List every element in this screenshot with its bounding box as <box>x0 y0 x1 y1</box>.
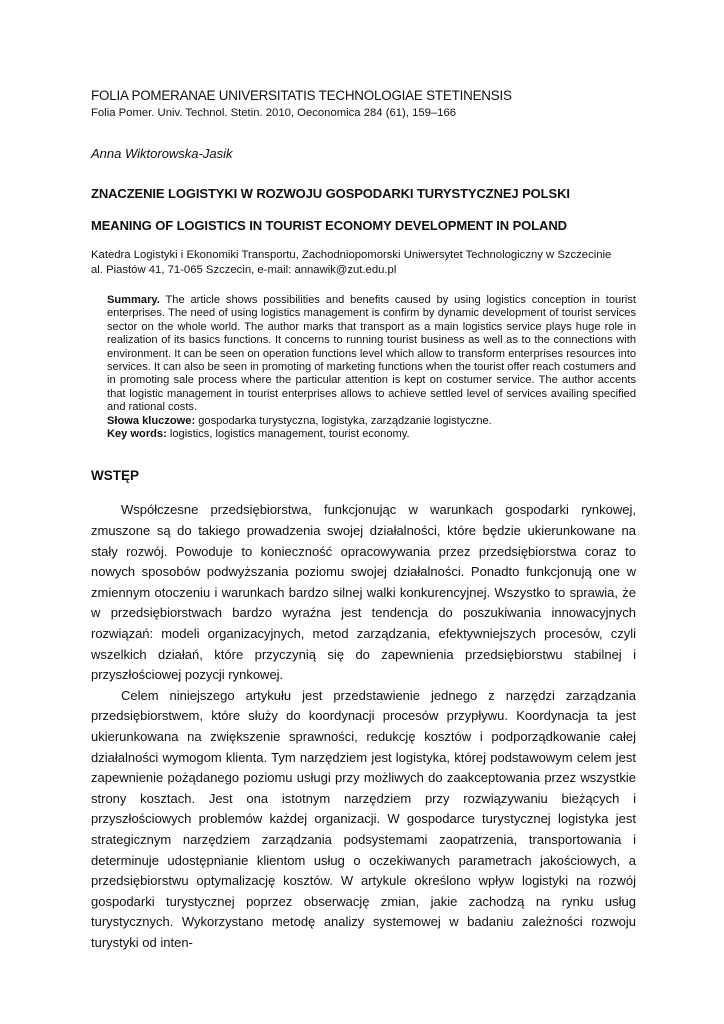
keywords-english <box>107 428 636 441</box>
affiliation-line-2: al. Piastów 41, 71-065 Szczecin, e-mail: annawik@zut.edu.pl <box>91 264 397 276</box>
keywords-english-label: Key words: <box>107 428 167 441</box>
affiliation-line-1: Katedra Logistyki i Ekonomiki Transportu, Zachodniopomorski Uniwersytet Technologiczny w Szczecinie <box>91 249 612 261</box>
journal-citation: Folia Pomer. Univ. Technol. Stetin. 2010, Oeconomica 284 (61), 159–166 <box>91 107 457 119</box>
section-title: WSTĘP <box>91 468 140 484</box>
affiliation <box>91 248 636 278</box>
journal-name: FOLIA POMERANAE UNIVERSITATIS TECHNOLOGIAE STETINENSIS <box>91 88 512 103</box>
summary-label: Summary. <box>107 294 160 306</box>
title-polish: ZNACZENIE LOGISTYKI W ROZWOJU GOSPODARKI TURYSTYCZNEJ POLSKI <box>91 186 570 201</box>
keywords-polish-text: gospodarka turystyczna, logistyka, zarządzanie logistyczne. <box>198 414 492 427</box>
title-english: MEANING OF LOGISTICS IN TOURIST ECONOMY DEVELOPMENT IN POLAND <box>91 218 567 233</box>
body-paragraph-2: Celem niniejszego artykułu jest przedstawienie jednego z narzędzi zarządzania przedsiębiorstwem, które służy do koordynacji procesów przypływu. Koordynacja ta jest ukierunkowana na zwiększenie sprawności, redukcję kosztów i podporządkowanie całej działalności wymogom klienta. Tym narzędziem jest logistyka, której podstawowym celem jest zapewnienie pożądanego poziomu usługi przy możliwych do zaakceptowania przez wszystkie strony kosztach. Jest ona istotnym narzędziem przy rozwiązywaniu bieżących i przyszłościowych problemów każdej organizacji. W gospodarce turystycznej logistyka jest strategicznym narzędziem zarządzania podsystemami zaopatrzenia, transportowania i determinuje udostępnianie klientom usług o oczekiwanych parametrach jakościowych, a przedsiębiorstwu optymalizację kosztów. W artykule określono wpływ logistyki na rozwój gospodarki turystycznej poprzez obserwację zmian, jakie zachodzą na rynku usług turystycznych. Wykorzystano metodę analizy systemowej w badaniu zależności rozwoju turystyki od inten- <box>91 687 636 950</box>
keywords-polish-label: Słowa kluczowe: <box>107 414 196 427</box>
body-paragraph-1: Współczesne przedsiębiorstwa, funkcjonując w warunkach gospodarki rynkowej, zmuszone są do takiego prowadzenia swojej działalności, które będzie ukierunkowane na stały rozwój. Powoduje to konieczność opracowywania przez przedsiębiorstwa coraz to nowych sposobów podwyższania poziomu swojej działalności. Ponadto funkcjonują one w zmiennym otoczeniu i warunkach bardzo silnej walki konkurencyjnej. Wszystko to sprawia, że w przedsiębiorstwach bardzo wyraźna jest tendencja do poszukiwania innowacyjnych rozwiązań: modeli organizacyjnych, metod zarządzania, efektywniejszych procesów, czyli wszelkich działań, które przyczynią się do zapewnienia przedsiębiorstwu stabilnej i przyszłościowej pozycji rynkowej. <box>91 502 636 683</box>
article-page <box>91 88 636 954</box>
author-name: Anna Wiktorowska-Jasik <box>91 146 233 161</box>
body-text <box>91 500 636 953</box>
summary-text: The article shows possibilities and benefits caused by using logistics conception in tourist enterprises. The need of using logistics management is confirm by dynamic development of tourist services sector on the whole world. The author marks that transport as a main logistics service plays huge role in realization of its basics functions. It concerns to running tourist business as well as to the connections with environment. It can be seen on operation functions level which allow to transform enterprises resources into services. It can also be seen in promoting of marketing functions when the tourist offer reach costumers and in promoting sale process where the particular attention is kept on costumer service. The author accents that logistic management in tourist enterprises allows to achieve settled level of services availing specified and rational costs. <box>107 294 637 414</box>
keywords-english-text: logistics, logistics management, tourist economy. <box>169 428 410 441</box>
abstract <box>107 294 636 441</box>
keywords-polish <box>107 415 636 428</box>
summary-paragraph <box>107 294 636 415</box>
